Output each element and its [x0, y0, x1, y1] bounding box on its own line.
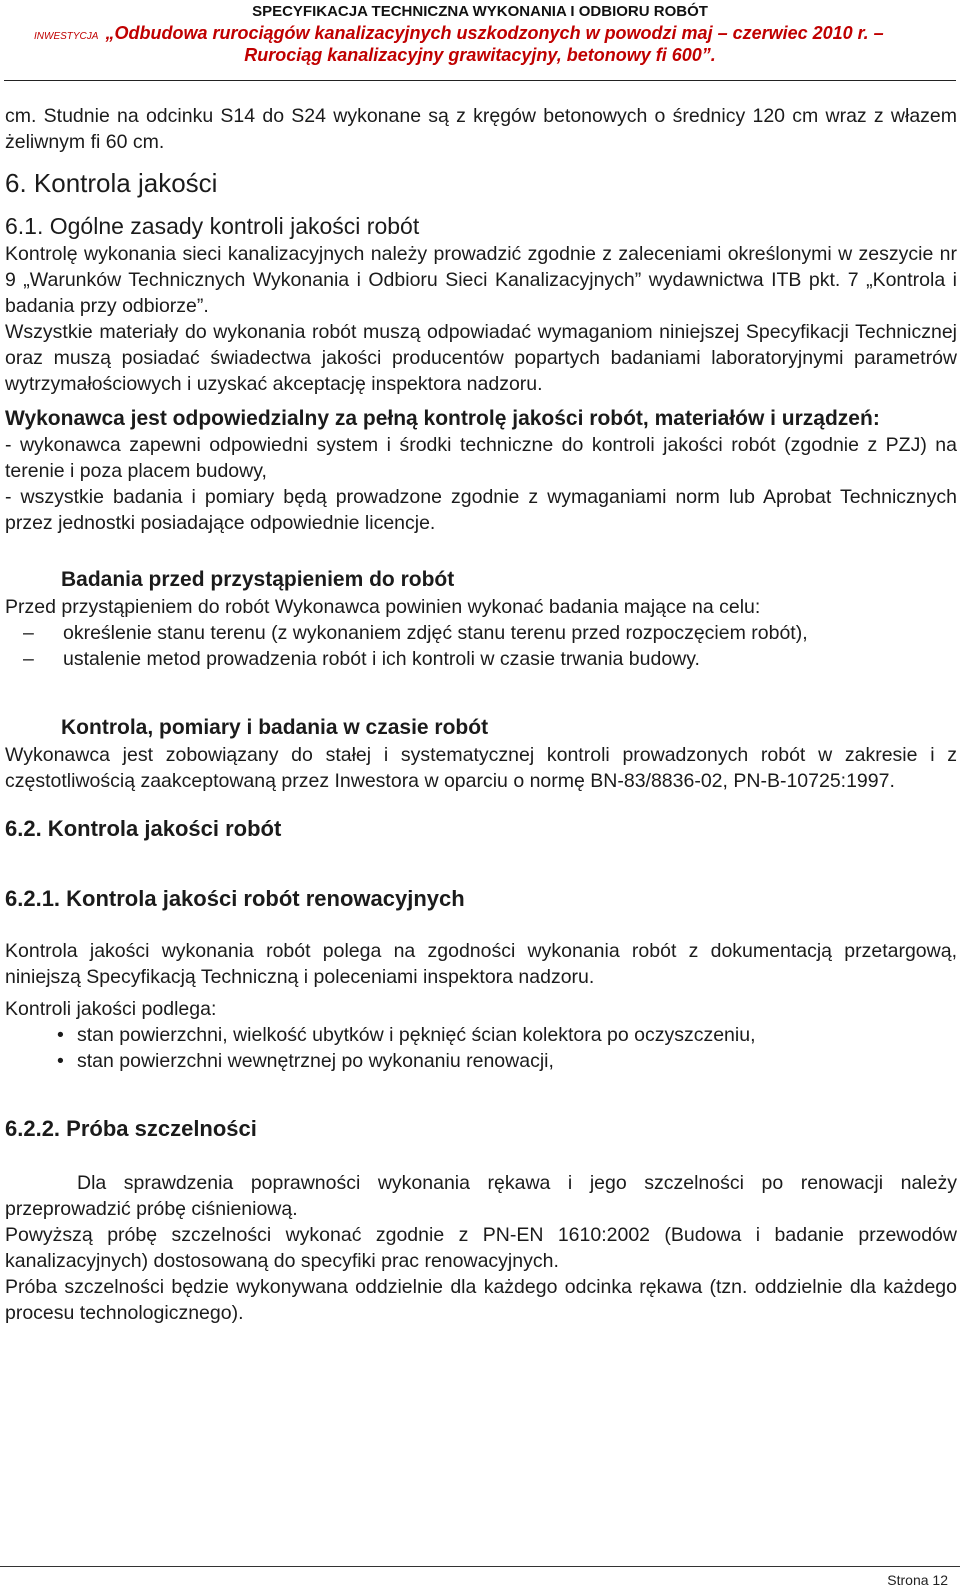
paragraph: Wykonawca jest zobowiązany do stałej i systematycznej kontroli prowadzonych robót w zakresie i z częstotliwością zaakceptowaną przez Inwestora w oparciu o normę BN-83/8836-02, PN-B-10725:1997. — [5, 744, 957, 792]
paragraph: Przed przystąpieniem do robót Wykonawca powinien wykonać badania mające na celu: — [5, 596, 761, 618]
header-divider — [4, 80, 956, 81]
footer-divider — [0, 1566, 960, 1567]
list-item-text: stan powierzchni, wielkość ubytków i pęknięć ścian kolektora po oczyszczeniu, — [77, 1024, 756, 1046]
paragraph: Dla sprawdzenia poprawności wykonania rękawa i jego szczelności po renowacji należy przeprowadzić próbę ciśnieniową. — [5, 1172, 957, 1220]
dash-marker: – — [23, 622, 34, 644]
section-6-2-heading: 6.2. Kontrola jakości robót — [5, 816, 282, 841]
header-subtitle: Rurociąg kanalizacyjny grawitacyjny, betonowy fi 600”. — [244, 45, 716, 65]
dash-list — [5, 620, 957, 672]
paragraph: Wszystkie materiały do wykonania robót muszą odpowiadać wymaganiom niniejszej Specyfikacji Technicznej oraz muszą posiadać świadectwa jakości producentów popartych badaniami laboratoryjnymi parametrów wytrzymałościowych i uzyskać akceptację inspektora nadzoru. — [5, 321, 957, 395]
kontrola-heading: Kontrola, pomiary i badania w czasie robót — [61, 716, 489, 739]
paragraph: Kontroli jakości podlega: — [5, 998, 217, 1020]
paragraph: Powyższą próbę szczelności wykonać zgodnie z PN-EN 1610:2002 (Budowa i badanie przewodów kanalizacyjnych) dostosowaną do specyfiki prac renowacyjnych. — [5, 1224, 957, 1272]
list-item — [5, 1022, 957, 1048]
list-item-text: ustalenie metod prowadzenia robót i ich kontroli w czasie trwania budowy. — [63, 648, 700, 670]
list-item-text: określenie stanu terenu (z wykonaniem zdjęć stanu terenu przed rozpoczęciem robót), — [63, 622, 808, 644]
section-6-heading: 6. Kontrola jakości — [5, 168, 218, 198]
bullet-list — [5, 1022, 957, 1074]
page-header — [0, 0, 960, 82]
list-item — [5, 620, 957, 646]
section-6-2-1-heading: 6.2.1. Kontrola jakości robót renowacyjnych — [5, 886, 465, 911]
page-number: Strona 12 — [887, 1572, 948, 1588]
bullet-marker: • — [57, 1050, 64, 1072]
list-item — [5, 1048, 957, 1074]
paragraph: - wykonawca zapewni odpowiedni system i środki techniczne do kontroli jakości robót (zgodnie z PZJ) na terenie i poza placem budowy, — [5, 434, 957, 482]
contractor-responsibility: Wykonawca jest odpowiedzialny za pełną kontrolę jakości robót, materiałów i urządzeń: — [5, 407, 880, 430]
section-6-1-heading: 6.1. Ogólne zasady kontroli jakości robót — [5, 213, 420, 239]
badania-heading: Badania przed przystąpieniem do robót — [61, 568, 455, 591]
header-investment — [34, 23, 934, 44]
list-item — [5, 646, 957, 672]
paragraph: Próba szczelności będzie wykonywana oddzielnie dla każdego odcinka rękawa (tzn. oddzielnie dla każdego procesu technologicznego). — [5, 1276, 957, 1324]
paragraph: Kontrolę wykonania sieci kanalizacyjnych należy prowadzić zgodnie z zaleceniami określonymi w zeszycie nr 9 „Warunków Technicznych Wykonania i Odbioru Sieci Kanalizacyjnych” wydawnictwa ITB pkt. 7 „Kontrola i badania przy odbiorze”. — [5, 243, 957, 317]
list-item-text: stan powierzchni wewnętrznej po wykonaniu renowacji, — [77, 1050, 554, 1072]
section-6-2-2-heading: 6.2.2. Próba szczelności — [5, 1116, 257, 1141]
bullet-marker: • — [57, 1024, 64, 1046]
document-body — [5, 103, 957, 1326]
header-title: SPECYFIKACJA TECHNICZNA WYKONANIA I ODBIORU ROBÓT — [252, 3, 708, 20]
investment-title: „Odbudowa rurociągów kanalizacyjnych uszkodzonych w powodzi maj – czerwiec 2010 r. – — [105, 23, 884, 43]
investment-label: INWESTYCJA — [34, 31, 99, 42]
paragraph: Kontrola jakości wykonania robót polega na zgodności wykonania robót z dokumentacją przetargową, niniejszą Specyfikacją Techniczną i poleceniami inspektora nadzoru. — [5, 940, 957, 988]
paragraph: - wszystkie badania i pomiary będą prowadzone zgodnie z wymaganiami norm lub Aprobat Technicznych przez jednostki posiadające odpowiednie licencje. — [5, 486, 957, 534]
intro-paragraph: cm. Studnie na odcinku S14 do S24 wykonane są z kręgów betonowych o średnicy 120 cm wraz z włazem żeliwnym fi 60 cm. — [5, 105, 957, 153]
dash-marker: – — [23, 648, 34, 670]
